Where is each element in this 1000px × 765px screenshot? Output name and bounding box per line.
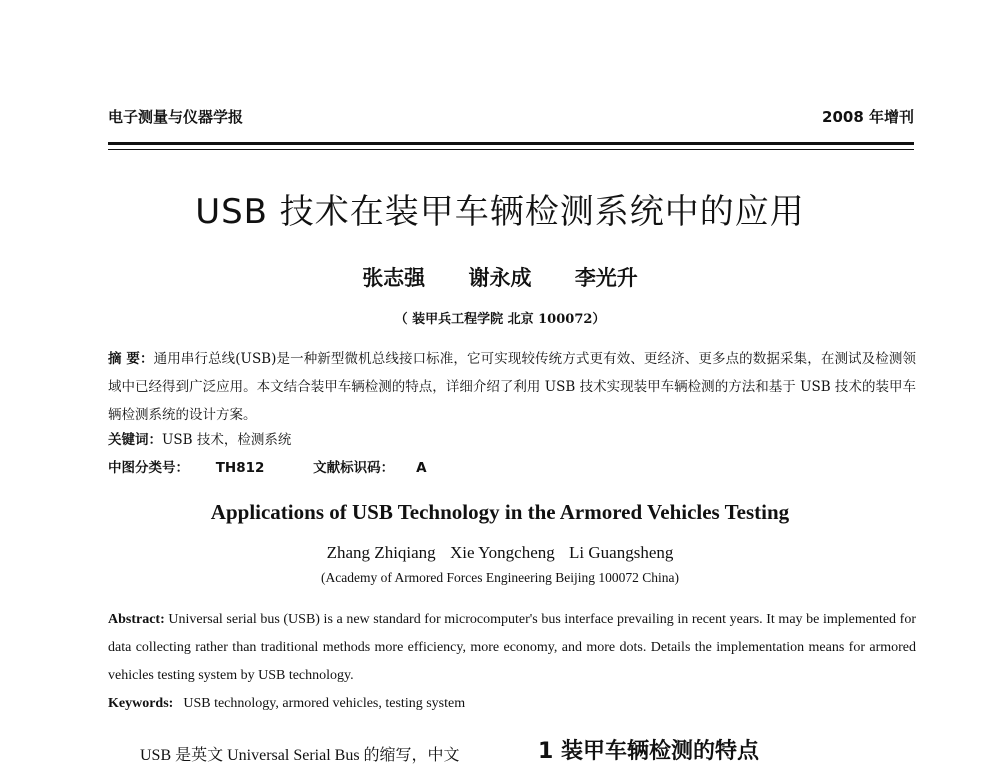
keywords-en	[108, 696, 465, 712]
journal-name: 电子测量与仪器学报	[108, 108, 244, 126]
author-list-en	[0, 543, 1000, 563]
paper-title: USB 技术在装甲车辆检测系统中的应用	[195, 192, 805, 232]
abstract-cn-label: 摘 要：	[108, 351, 154, 367]
abstract-en-label: Abstract:	[108, 612, 165, 627]
abstract-en-text: Universal serial bus (USB) is a new standard for microcomputer's bus interface prevailing in recent years. It may be implemented for data collecting rather than traditional methods more efficiency, more economy, and more dots. Details the implementation means for armored vehicles testing system by USB technology.	[108, 612, 916, 683]
abstract-cn	[108, 345, 916, 429]
author-en-3: Li Guangsheng	[569, 543, 674, 562]
abstract-en	[108, 606, 916, 690]
keywords-cn	[108, 428, 291, 448]
author-3: 李光升	[574, 265, 638, 290]
doc-code	[313, 460, 448, 476]
abstract-cn-text: 通用串行总线(USB)是一种新型微机总线接口标准，它可实现较传统方式更有效、更经济、更多点的数据采集，在测试及检测领域中已经得到广泛应用。本文结合装甲车辆检测的特点，详细介绍了利用 USB 技术实现装甲车辆检测的方法和基于 USB 技术的装甲车辆检测系统的设计方案。	[108, 351, 916, 423]
issue-label: 2008 年增刊	[822, 108, 914, 126]
body-text-start: USB 是英文 Universal Serial Bus 的缩写，中文	[140, 747, 460, 764]
author-2: 谢永成	[468, 265, 532, 290]
clc-value: TH812	[215, 460, 265, 476]
affiliation-en: (Academy of Armored Forces Engineering Beijing 100072 China)	[320, 570, 680, 585]
running-header	[108, 106, 914, 127]
clc-code	[108, 460, 286, 476]
keywords-cn-text: USB 技术，检测系统	[162, 432, 292, 448]
paper-title-en: Applications of USB Technology in the Armored Vehicles Testing	[210, 500, 790, 524]
doc-label: 文献标识码：	[313, 460, 395, 476]
section-heading: 1 装甲车辆检测的特点	[538, 739, 759, 764]
author-en-2: Xie Yongcheng	[449, 543, 555, 562]
author-1: 张志强	[362, 265, 426, 290]
clc-label: 中图分类号：	[108, 460, 189, 476]
keywords-cn-label: 关键词：	[108, 432, 162, 448]
keywords-en-text: USB technology, armored vehicles, testing system	[183, 696, 466, 711]
affiliation: （ 装甲兵工程学院 北京 100072）	[394, 312, 606, 327]
header-rule-thin	[108, 149, 914, 150]
author-list	[0, 262, 1000, 292]
header-rule-thick	[108, 142, 914, 145]
author-en-1: Zhang Zhiqiang	[326, 543, 436, 562]
keywords-en-label: Keywords:	[108, 696, 174, 711]
classification-line	[108, 456, 471, 476]
doc-value: A	[416, 460, 427, 476]
